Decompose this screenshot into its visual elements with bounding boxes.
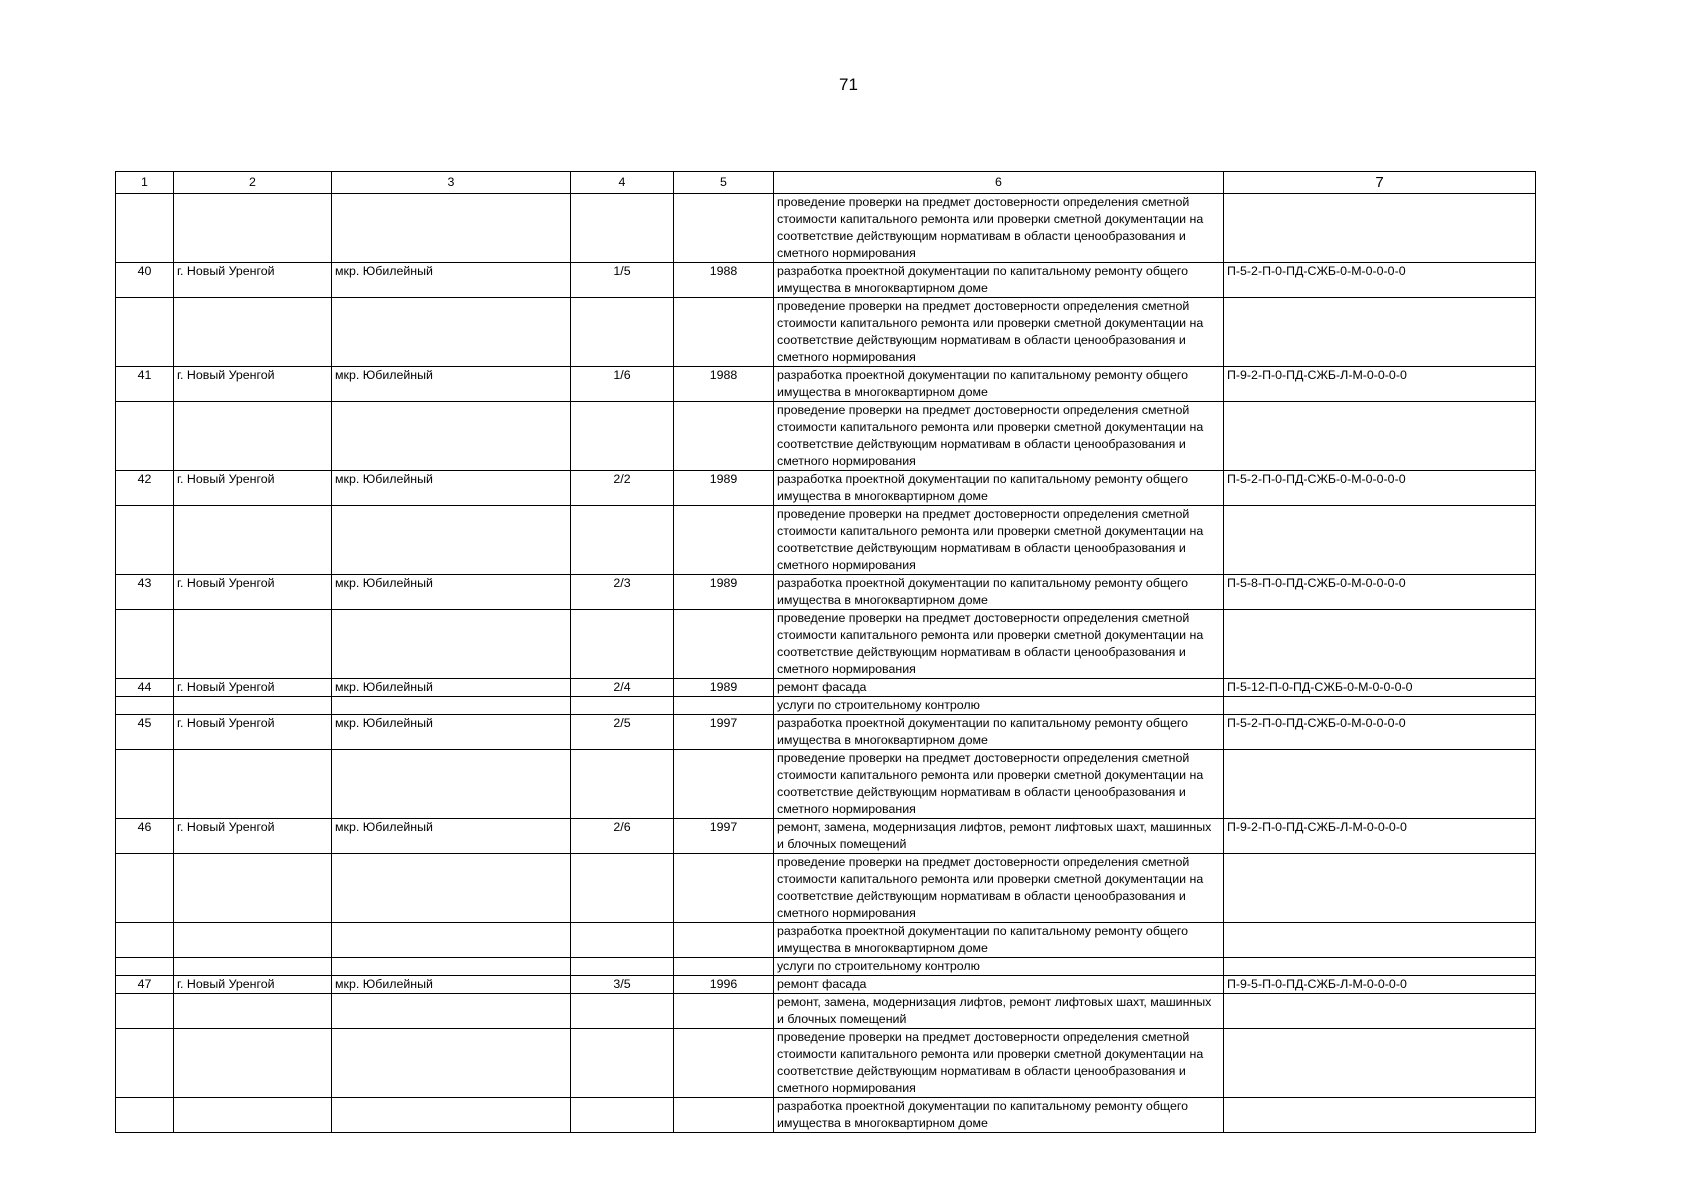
row-number-cell: [116, 697, 174, 715]
year-built-cell: [674, 697, 774, 715]
work-type-cell: разработка проектной документации по капитальному ремонту общего имущества в многоквартирном доме: [774, 263, 1224, 298]
city-cell: г. Новый Уренгой: [174, 976, 332, 994]
work-type-cell: ремонт фасада: [774, 679, 1224, 697]
year-built-cell: [674, 923, 774, 958]
year-built-cell: 1997: [674, 819, 774, 854]
work-type-cell: ремонт, замена, модернизация лифтов, ремонт лифтовых шахт, машинных и блочных помещений: [774, 819, 1224, 854]
house-number-cell: 2/4: [571, 679, 674, 697]
year-built-cell: 1988: [674, 263, 774, 298]
building-code-cell: [1224, 402, 1536, 471]
table-row: [116, 263, 1536, 298]
table-row: [116, 923, 1536, 958]
year-built-cell: [674, 610, 774, 679]
repair-register-table: [115, 171, 1536, 1133]
year-built-cell: 1989: [674, 575, 774, 610]
city-cell: г. Новый Уренгой: [174, 471, 332, 506]
row-number-cell: [116, 298, 174, 367]
column-header-1: 1: [116, 172, 174, 194]
city-cell: [174, 298, 332, 367]
year-built-cell: [674, 194, 774, 263]
table-row: [116, 819, 1536, 854]
house-number-cell: [571, 958, 674, 976]
work-type-cell: проведение проверки на предмет достоверности определения сметной стоимости капитального ремонта или проверки сметной документации на соответствие действующим нормативам в области ценообразования и сметного нормирования: [774, 194, 1224, 263]
building-code-cell: [1224, 697, 1536, 715]
row-number-cell: 41: [116, 367, 174, 402]
building-code-cell: П-5-12-П-0-ПД-СЖБ-0-М-0-0-0-0: [1224, 679, 1536, 697]
city-cell: [174, 194, 332, 263]
column-header-6: 6: [774, 172, 1224, 194]
district-cell: [332, 697, 571, 715]
house-number-cell: 2/5: [571, 715, 674, 750]
district-cell: мкр. Юбилейный: [332, 715, 571, 750]
work-type-cell: проведение проверки на предмет достоверности определения сметной стоимости капитального ремонта или проверки сметной документации на соответствие действующим нормативам в области ценообразования и сметного нормирования: [774, 750, 1224, 819]
year-built-cell: [674, 750, 774, 819]
row-number-cell: 40: [116, 263, 174, 298]
table-row: [116, 697, 1536, 715]
table-row: [116, 958, 1536, 976]
building-code-cell: П-5-2-П-0-ПД-СЖБ-0-М-0-0-0-0: [1224, 715, 1536, 750]
city-cell: [174, 402, 332, 471]
year-built-cell: [674, 994, 774, 1029]
table-row: [116, 679, 1536, 697]
row-number-cell: [116, 994, 174, 1029]
table-row: [116, 610, 1536, 679]
work-type-cell: проведение проверки на предмет достоверности определения сметной стоимости капитального ремонта или проверки сметной документации на соответствие действующим нормативам в области ценообразования и сметного нормирования: [774, 298, 1224, 367]
row-number-cell: [116, 750, 174, 819]
building-code-cell: П-9-2-П-0-ПД-СЖБ-Л-М-0-0-0-0: [1224, 819, 1536, 854]
building-code-cell: [1224, 1098, 1536, 1133]
row-number-cell: 47: [116, 976, 174, 994]
table-row: [116, 506, 1536, 575]
district-cell: [332, 923, 571, 958]
district-cell: [332, 194, 571, 263]
house-number-cell: [571, 697, 674, 715]
work-type-cell: разработка проектной документации по капитальному ремонту общего имущества в многоквартирном доме: [774, 471, 1224, 506]
house-number-cell: [571, 506, 674, 575]
house-number-cell: [571, 402, 674, 471]
table-row: [116, 1098, 1536, 1133]
row-number-cell: [116, 958, 174, 976]
building-code-cell: [1224, 750, 1536, 819]
house-number-cell: [571, 1029, 674, 1098]
work-type-cell: ремонт, замена, модернизация лифтов, ремонт лифтовых шахт, машинных и блочных помещений: [774, 994, 1224, 1029]
building-code-cell: П-5-2-П-0-ПД-СЖБ-0-М-0-0-0-0: [1224, 471, 1536, 506]
city-cell: г. Новый Уренгой: [174, 679, 332, 697]
building-code-cell: [1224, 506, 1536, 575]
house-number-cell: [571, 610, 674, 679]
work-type-cell: проведение проверки на предмет достоверности определения сметной стоимости капитального ремонта или проверки сметной документации на соответствие действующим нормативам в области ценообразования и сметного нормирования: [774, 402, 1224, 471]
city-cell: [174, 506, 332, 575]
year-built-cell: [674, 1098, 774, 1133]
table-row: [116, 471, 1536, 506]
city-cell: [174, 1029, 332, 1098]
district-cell: [332, 298, 571, 367]
page-number: 71: [839, 75, 858, 94]
house-number-cell: [571, 854, 674, 923]
city-cell: г. Новый Уренгой: [174, 715, 332, 750]
district-cell: [332, 506, 571, 575]
district-cell: [332, 750, 571, 819]
work-type-cell: разработка проектной документации по капитальному ремонту общего имущества в многоквартирном доме: [774, 1098, 1224, 1133]
year-built-cell: [674, 854, 774, 923]
house-number-cell: 1/5: [571, 263, 674, 298]
row-number-cell: 44: [116, 679, 174, 697]
house-number-cell: 3/5: [571, 976, 674, 994]
city-cell: г. Новый Уренгой: [174, 819, 332, 854]
row-number-cell: 43: [116, 575, 174, 610]
work-type-cell: проведение проверки на предмет достоверности определения сметной стоимости капитального ремонта или проверки сметной документации на соответствие действующим нормативам в области ценообразования и сметного нормирования: [774, 854, 1224, 923]
work-type-cell: проведение проверки на предмет достоверности определения сметной стоимости капитального ремонта или проверки сметной документации на соответствие действующим нормативам в области ценообразования и сметного нормирования: [774, 506, 1224, 575]
column-header-3: 3: [332, 172, 571, 194]
city-cell: [174, 750, 332, 819]
building-code-cell: [1224, 923, 1536, 958]
district-cell: мкр. Юбилейный: [332, 819, 571, 854]
year-built-cell: [674, 1029, 774, 1098]
year-built-cell: [674, 402, 774, 471]
work-type-cell: услуги по строительному контролю: [774, 697, 1224, 715]
table-row: [116, 994, 1536, 1029]
row-number-cell: [116, 923, 174, 958]
district-cell: [332, 1029, 571, 1098]
work-type-cell: услуги по строительному контролю: [774, 958, 1224, 976]
row-number-cell: [116, 194, 174, 263]
table-row: [116, 976, 1536, 994]
row-number-cell: [116, 854, 174, 923]
work-type-cell: разработка проектной документации по капитальному ремонту общего имущества в многоквартирном доме: [774, 575, 1224, 610]
work-type-cell: разработка проектной документации по капитальному ремонту общего имущества в многоквартирном доме: [774, 367, 1224, 402]
building-code-cell: П-9-5-П-0-ПД-СЖБ-Л-М-0-0-0-0: [1224, 976, 1536, 994]
city-cell: г. Новый Уренгой: [174, 367, 332, 402]
table-body: [116, 194, 1536, 1133]
district-cell: мкр. Юбилейный: [332, 471, 571, 506]
column-header-2: 2: [174, 172, 332, 194]
table-row: [116, 194, 1536, 263]
city-cell: [174, 610, 332, 679]
city-cell: г. Новый Уренгой: [174, 575, 332, 610]
district-cell: мкр. Юбилейный: [332, 367, 571, 402]
table-row: [116, 575, 1536, 610]
city-cell: г. Новый Уренгой: [174, 263, 332, 298]
work-type-cell: проведение проверки на предмет достоверности определения сметной стоимости капитального ремонта или проверки сметной документации на соответствие действующим нормативам в области ценообразования и сметного нормирования: [774, 610, 1224, 679]
house-number-cell: [571, 750, 674, 819]
building-code-cell: [1224, 610, 1536, 679]
house-number-cell: 2/3: [571, 575, 674, 610]
header-row: [116, 172, 1536, 194]
column-header-7: 7: [1224, 172, 1536, 194]
district-cell: мкр. Юбилейный: [332, 575, 571, 610]
district-cell: [332, 1098, 571, 1133]
building-code-cell: [1224, 958, 1536, 976]
year-built-cell: [674, 298, 774, 367]
work-type-cell: разработка проектной документации по капитальному ремонту общего имущества в многоквартирном доме: [774, 923, 1224, 958]
table-row: [116, 402, 1536, 471]
building-code-cell: [1224, 1029, 1536, 1098]
building-code-cell: П-5-2-П-0-ПД-СЖБ-0-М-0-0-0-0: [1224, 263, 1536, 298]
building-code-cell: [1224, 854, 1536, 923]
district-cell: мкр. Юбилейный: [332, 263, 571, 298]
table-row: [116, 715, 1536, 750]
year-built-cell: 1997: [674, 715, 774, 750]
city-cell: [174, 923, 332, 958]
district-cell: мкр. Юбилейный: [332, 976, 571, 994]
row-number-cell: [116, 610, 174, 679]
city-cell: [174, 958, 332, 976]
district-cell: [332, 610, 571, 679]
house-number-cell: [571, 994, 674, 1029]
building-code-cell: П-9-2-П-0-ПД-СЖБ-Л-М-0-0-0-0: [1224, 367, 1536, 402]
house-number-cell: 2/6: [571, 819, 674, 854]
building-code-cell: [1224, 994, 1536, 1029]
work-type-cell: ремонт фасада: [774, 976, 1224, 994]
house-number-cell: [571, 1098, 674, 1133]
work-type-cell: проведение проверки на предмет достоверности определения сметной стоимости капитального ремонта или проверки сметной документации на соответствие действующим нормативам в области ценообразования и сметного нормирования: [774, 1029, 1224, 1098]
work-type-cell: разработка проектной документации по капитальному ремонту общего имущества в многоквартирном доме: [774, 715, 1224, 750]
city-cell: [174, 994, 332, 1029]
row-number-cell: 42: [116, 471, 174, 506]
table-row: [116, 1029, 1536, 1098]
column-header-5: 5: [674, 172, 774, 194]
house-number-cell: 1/6: [571, 367, 674, 402]
house-number-cell: [571, 923, 674, 958]
building-code-cell: П-5-8-П-0-ПД-СЖБ-0-М-0-0-0-0: [1224, 575, 1536, 610]
city-cell: [174, 697, 332, 715]
building-code-cell: [1224, 298, 1536, 367]
district-cell: [332, 958, 571, 976]
row-number-cell: [116, 1029, 174, 1098]
house-number-cell: [571, 298, 674, 367]
district-cell: [332, 854, 571, 923]
house-number-cell: [571, 194, 674, 263]
row-number-cell: 45: [116, 715, 174, 750]
year-built-cell: 1989: [674, 679, 774, 697]
city-cell: [174, 854, 332, 923]
year-built-cell: [674, 506, 774, 575]
year-built-cell: 1989: [674, 471, 774, 506]
row-number-cell: 46: [116, 819, 174, 854]
table-row: [116, 854, 1536, 923]
table-row: [116, 367, 1536, 402]
column-header-4: 4: [571, 172, 674, 194]
house-number-cell: 2/2: [571, 471, 674, 506]
building-code-cell: [1224, 194, 1536, 263]
row-number-cell: [116, 402, 174, 471]
table-row: [116, 298, 1536, 367]
table-row: [116, 750, 1536, 819]
row-number-cell: [116, 506, 174, 575]
row-number-cell: [116, 1098, 174, 1133]
district-cell: [332, 402, 571, 471]
district-cell: мкр. Юбилейный: [332, 679, 571, 697]
city-cell: [174, 1098, 332, 1133]
year-built-cell: 1996: [674, 976, 774, 994]
district-cell: [332, 994, 571, 1029]
year-built-cell: [674, 958, 774, 976]
year-built-cell: 1988: [674, 367, 774, 402]
